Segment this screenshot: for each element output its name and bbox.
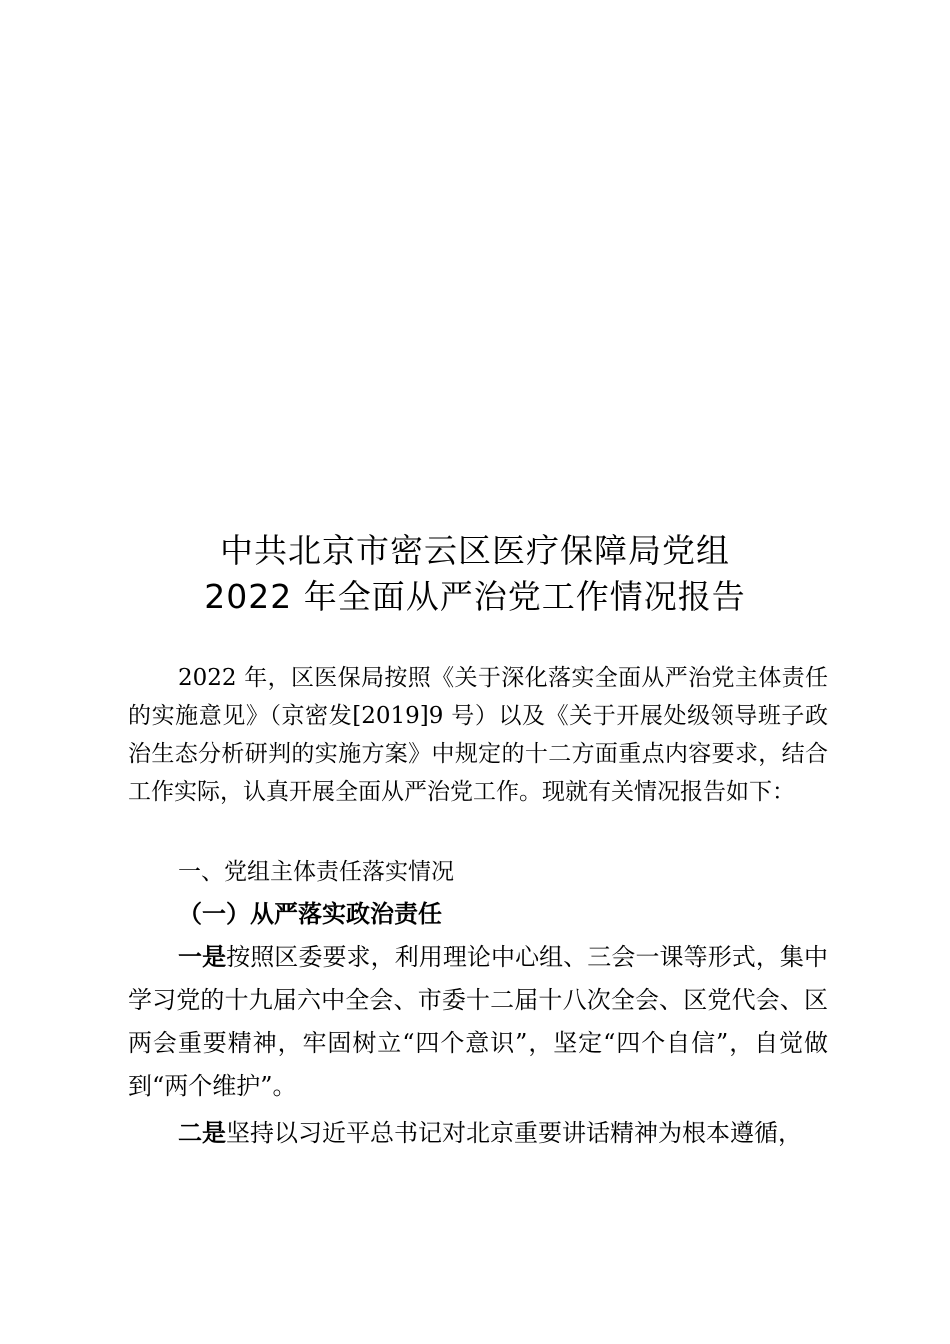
subsection-heading-1: （一）从严落实政治责任 xyxy=(178,900,442,928)
section-heading-1: 一、党组主体责任落实情况 xyxy=(178,859,454,885)
body-paragraph-1 xyxy=(128,936,828,1108)
document-title-line2: 2022 年全面从严治党工作情况报告 xyxy=(204,577,746,616)
paragraph-2-text: 坚持以习近平总书记对北京重要讲话精神为根本遵循， xyxy=(226,1119,802,1147)
intro-paragraph: 2022 年，区医保局按照《关于深化落实全面从严治党主体责任的实施意见》（京密发[2019]9 号）以及《关于开展处级领导班子政治生态分析研判的实施方案》中规定的十二方面重点内容要求，结合工作实际，认真开展全面从严治党工作。现就有关情况报告如下： xyxy=(128,665,828,805)
body-paragraph-2 xyxy=(128,1112,828,1155)
paragraph-1-text: 按照区委要求，利用理论中心组、三会一课等形式，集中学习党的十九届六中全会、市委十二届十八次全会、区党代会、区两会重要精神，牢固树立“四个意识”，坚定“四个自信”，自觉做到“两个维护”。 xyxy=(128,943,829,1100)
document-title-line1: 中共北京市密云区医疗保障局党组 xyxy=(220,531,730,570)
paragraph-2-lead: 二是 xyxy=(178,1119,226,1147)
paragraph-1-lead: 一是 xyxy=(178,943,227,971)
